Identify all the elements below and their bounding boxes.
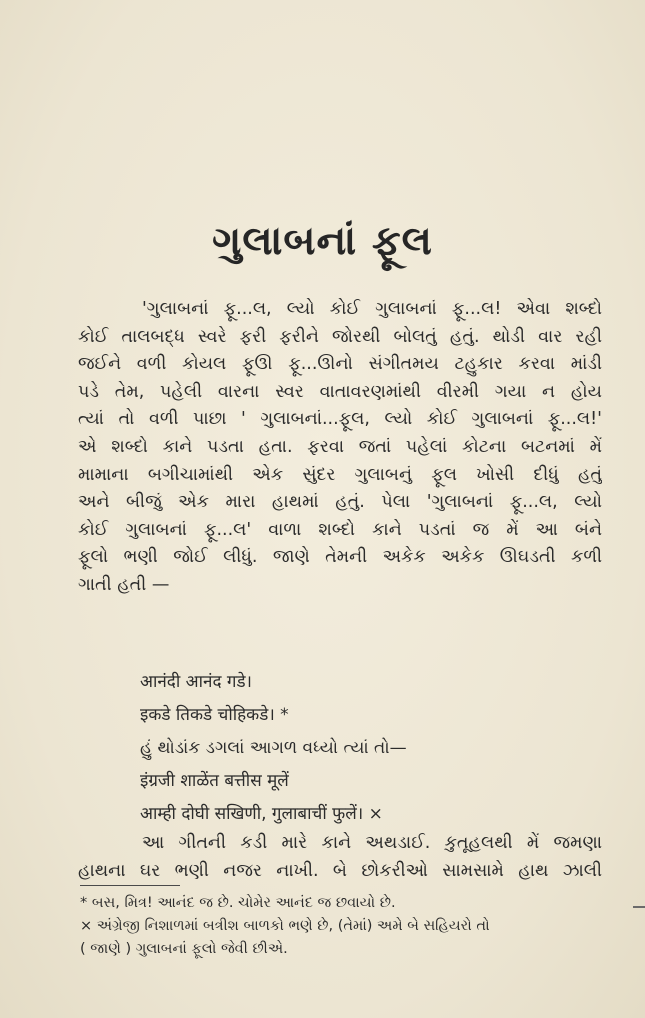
paragraph-line: આ ગીતની કડી મારે કાને અથડાઈ. કુતૂહલથી મેં જમણા: [142, 833, 602, 853]
verse-line: आनंदी आनंद गडे।: [140, 672, 252, 692]
page-edge-mark: [633, 906, 645, 908]
verse-line: आम्ही दोघी सखिणी, गुलाबाचीं फुलें। ×: [140, 804, 383, 824]
song-verses: [140, 666, 610, 831]
paragraph-line: પડે તેમ, પહેલી વારના સ્વર વાતાવરણમાંથી વીરમી ગયા ન હોય: [78, 381, 602, 402]
paragraph-line: જઈને વળી કોયલ ફૂઊ ફૂ...ઊનો સંગીતમય ટહુકાર કરવા માંડી: [78, 354, 602, 375]
footnote-divider: [80, 885, 180, 886]
paragraph-line: કોઈ તાલબદ્ધ સ્વરે ફરી ફરીને જોરથી બોલતું હતું. થોડી વાર રહી: [78, 326, 602, 347]
footnote: ( જાણે ) ગુલાબનાં ફૂલો જેવી છીએ.: [80, 941, 288, 957]
chapter-title: ગુલાબનાં ફૂલ: [212, 218, 433, 264]
paragraph-line: 'ગુલાબનાં ફૂ...લ, લ્યો કોઈ ગુલાબનાં ફૂ...લ! એવા શબ્દો: [142, 299, 602, 319]
verse-line: इंग्रजी शाळेंत बत्तीस मूलें: [140, 771, 289, 791]
paragraph-line: હાથના ઘર ભણી નજર નાખી. બે છોકરીઓ સામસામે હાથ ઝાલી: [78, 860, 602, 881]
footnote: × અંગ્રેજી નિશાળમાં બત્રીશ બાળકો ભણે છે, (તેમાં) અમે બે સહિયરો તો: [80, 918, 490, 934]
opening-paragraph: [78, 296, 602, 600]
following-paragraph: [78, 830, 602, 885]
footnotes: [80, 892, 604, 961]
verse-line: હું થોડાંક ડગલાં આગળ વધ્યો ત્યાં તો—: [140, 738, 407, 758]
paragraph-line: કોઈ ગુલાબનાં ફૂ...લ' વાળા શબ્દો કાને પડતાં જ મેં આ બંને: [78, 519, 602, 540]
paragraph-line: ત્યાં તો વળી પાછા ' ગુલાબનાં...ફૂલ, લ્યો કોઈ ગુલાબનાં ફૂ...લ!': [78, 409, 602, 430]
paragraph-line: ફૂલો ભણી જોઈ લીધું. જાણે તેમની અકેક અકેક ઊઘડતી કળી: [78, 547, 602, 568]
paragraph-line: મામાના બગીચામાંથી એક સુંદર ગુલાબનું ફૂલ ખોસી દીધું હતું: [78, 464, 602, 485]
paragraph-line: ગાતી હતી —: [78, 574, 170, 595]
paragraph-line: અને બીજું એક મારા હાથમાં હતું. પેલા 'ગુલાબનાં ફૂ...લ, લ્યો: [78, 492, 602, 513]
verse-line: इकडे तिकडे चोहिकडे। *: [140, 705, 289, 725]
paragraph-line: એ શબ્દો કાને પડતા હતા. ફરવા જતાં પહેલાં કોટના બટનમાં મેં: [78, 436, 602, 457]
footnote: * બસ, મિત્ર! આનંદ જ છે. ચોમેર આનંદ જ છવાયો છે.: [80, 895, 396, 911]
